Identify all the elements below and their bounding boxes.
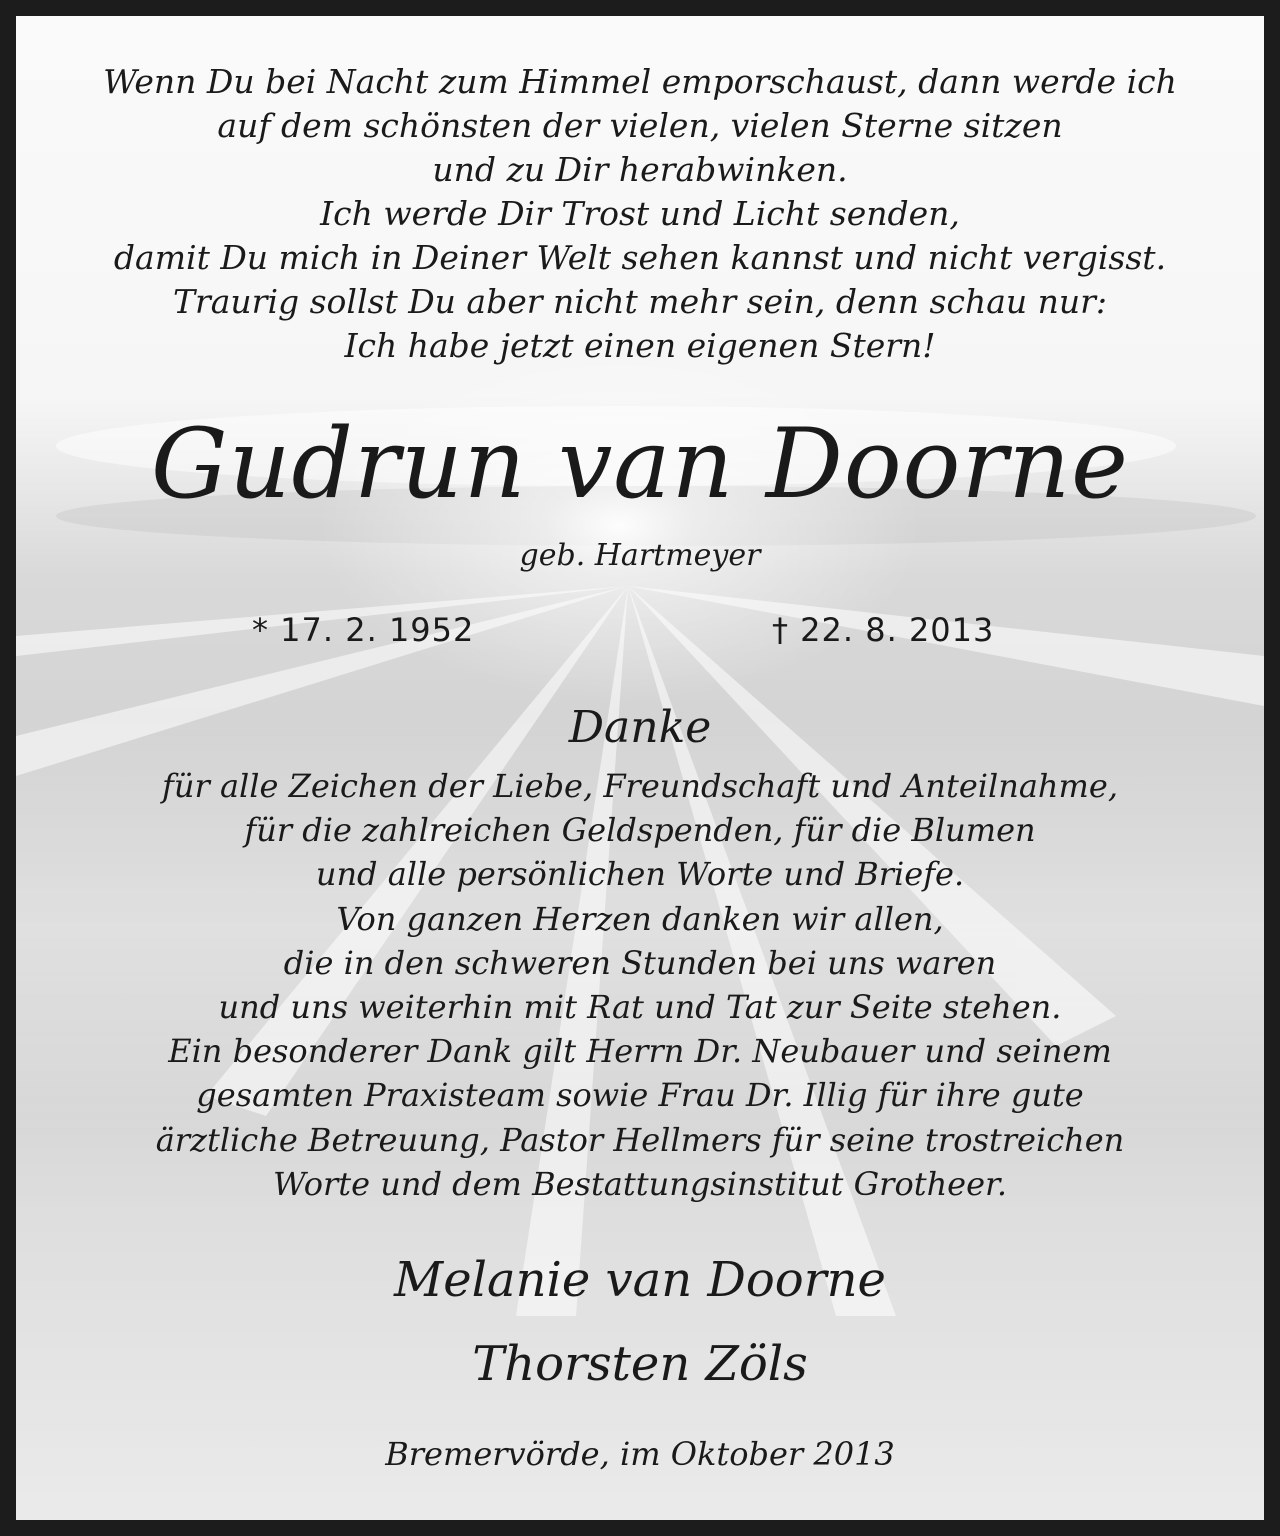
thanks-line: für die zahlreichen Geldspenden, für die Blumen — [244, 811, 1036, 850]
signatory-name: Thorsten Zöls — [472, 1336, 808, 1392]
thanks-line: Ein besonderer Dank gilt Herrn Dr. Neubauer und seinem — [168, 1032, 1112, 1071]
place-and-date: Bremervörde, im Oktober 2013 — [385, 1435, 895, 1473]
poem-line: Ich habe jetzt einen eigenen Stern! — [344, 326, 936, 365]
birth-date: * 17. 2. 1952 — [252, 611, 475, 649]
poem-line: und zu Dir herabwinken. — [432, 150, 848, 189]
signatory-name: Melanie van Doorne — [394, 1252, 886, 1308]
thanks-line: gesamten Praxisteam sowie Frau Dr. Illig für ihre gute — [196, 1076, 1084, 1115]
thanks-line: für alle Zeichen der Liebe, Freundschaft und Anteilnahme, — [162, 767, 1118, 805]
thanks-line: und alle persönlichen Worte und Briefe. — [315, 855, 965, 894]
thanks-line: Von ganzen Herzen danken wir allen, — [336, 899, 944, 938]
poem-line: Ich werde Dir Trost und Licht senden, — [320, 194, 960, 233]
poem-line: auf dem schönsten der vielen, vielen Sterne sitzen — [217, 106, 1063, 145]
maiden-name: geb. Hartmeyer — [519, 538, 761, 573]
thanks-heading: Danke — [568, 702, 712, 753]
thanks-line: und uns weiterhin mit Rat und Tat zur Seite stehen. — [218, 988, 1062, 1027]
poem-line: Wenn Du bei Nacht zum Himmel emporschaust, dann werde ich — [103, 62, 1177, 101]
thanks-line: Worte und dem Bestattungsinstitut Grotheer. — [273, 1164, 1007, 1203]
poem-line: Traurig sollst Du aber nicht mehr sein, denn schau nur: — [172, 282, 1108, 321]
thanks-line: ärztliche Betreuung, Pastor Hellmers für seine trostreichen — [155, 1120, 1125, 1159]
deceased-name: Gudrun van Doorne — [151, 408, 1129, 520]
poem — [56, 60, 1224, 368]
poem-line: damit Du mich in Deiner Welt sehen kannst und nicht vergisst. — [113, 238, 1167, 277]
obituary-content — [16, 16, 1264, 1520]
death-date: † 22. 8. 2013 — [772, 611, 995, 649]
thanks-text — [46, 764, 1234, 1206]
thanks-line: die in den schweren Stunden bei uns waren — [283, 943, 997, 982]
